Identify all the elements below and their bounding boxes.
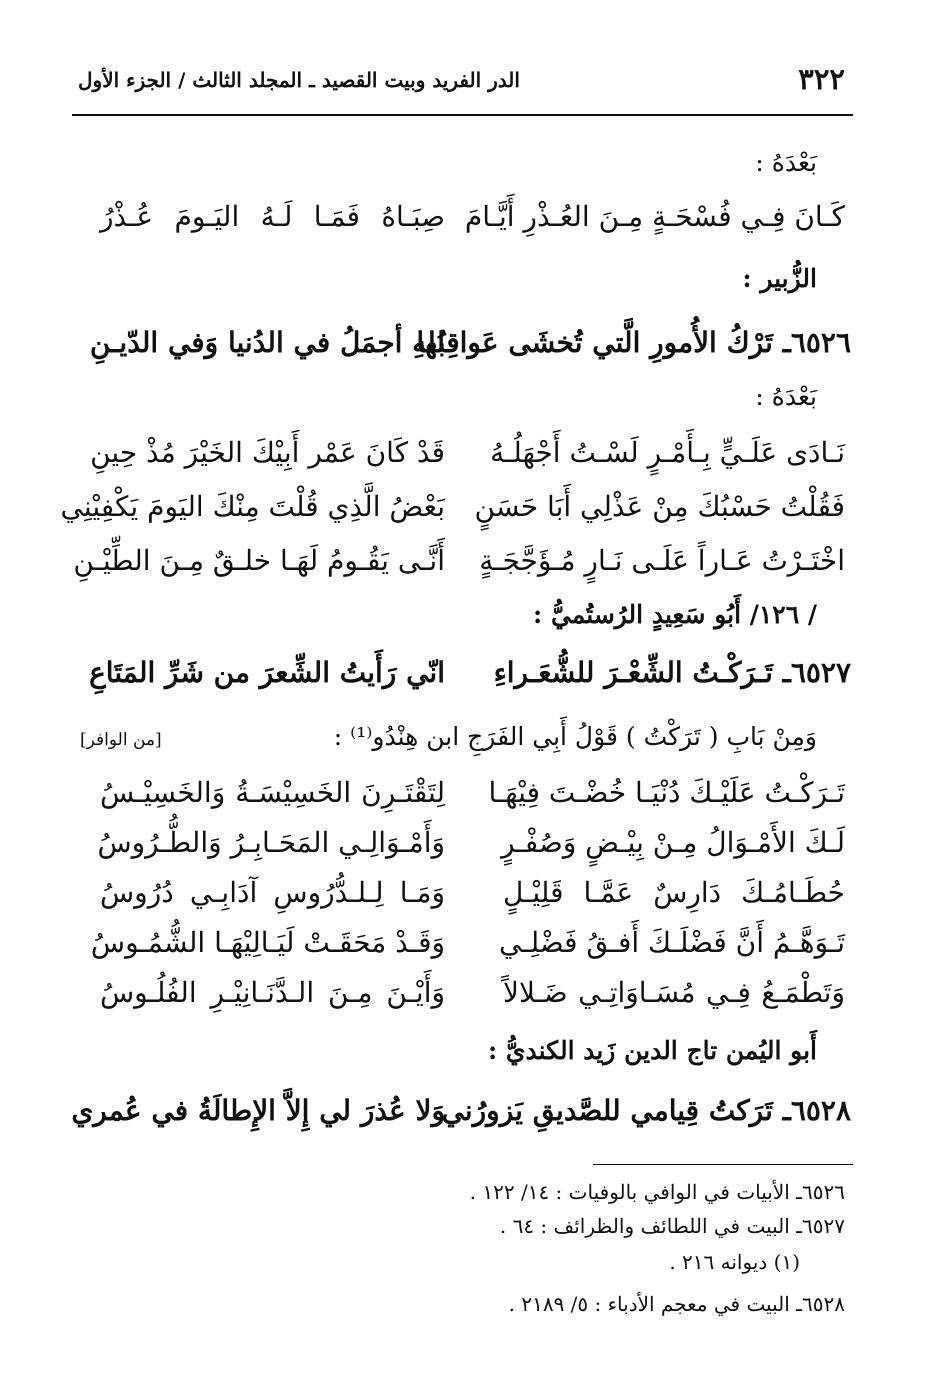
numbered-verse-first-hemistich: ٦٥٢٧ـ تَـرَكْـتُ الشِّعْـرَ للشُّعَـراءِ — [493, 656, 851, 689]
numbered-verse-second-hemistich: للهِ أجمَلُ في الدُنيا وَفي الدّيـنِ — [89, 326, 445, 359]
verse-second-hemistich: قَدْ كَانَ عَمْر أَبِيْكَ الخَيْرَ مُذْ حِينِ — [90, 436, 445, 469]
header-rule — [72, 114, 853, 116]
running-title: الدر الفريد وبيت القصيد ـ المجلد الثالث / الجزء الأول — [78, 68, 520, 92]
footnote: ٦٥٢٧ـ البيت في اللطائف والظرائف : ٦٤ . — [499, 1214, 845, 1238]
poet-name: الزُّبير : — [742, 264, 817, 293]
numbered-verse-first-hemistich: ٦٥٢٦ـ تَرْكُ الأُمورِ الَّتي تُخشَى عَواقِبُها — [416, 326, 851, 359]
verse-second-hemistich: بَعْضُ الَّذِي قُلْتَ مِنْكَ اليَومَ يَكْفِيْنِي — [60, 490, 445, 523]
verse-second-hemistich: وَمَـا لِـلـدُّرُوسِ آدَابِـي دُرُوسُ — [100, 876, 445, 909]
verse-second-hemistich: وَأَمْـوَالِـي المَحَـابِـرُ وَالطُّـرُوسُ — [97, 826, 445, 859]
verse-first-hemistich: تَـوَهَّـمُ أَنَّ فَضْلَـكَ أَفـقُ فَضْلِـي — [499, 926, 845, 959]
running-header — [78, 62, 845, 102]
page-number: ٣٢٢ — [798, 62, 845, 96]
numbered-verse-second-hemistich: وَلا عُذرَ لي إِلاَّ الإِطالَةُ في عُمري — [71, 1094, 445, 1127]
verse-second-hemistich: أَنَّـى يَقُـومُ لَهَـا خلـقٌ مِـنَ الطِّيْـنِ — [73, 544, 445, 577]
verse-first-hemistich: تَـرَكْـتُ عَلَيْـكَ دُنْيَـا خُضْـتَ فِيْهَـا — [488, 776, 845, 809]
verse-second-hemistich: وَأَيْـنَ مِـنَ الـدَّنَـانِيْـرِ الفُلُـوسُ — [100, 976, 445, 1009]
meter-label: [من الوافر] — [80, 730, 162, 750]
verse-first-hemistich: حُطَـامُـكَ دَارِسٌ عَمَّـا قَلِيْـلٍ — [503, 876, 845, 909]
verse-first-hemistich: كَـانَ فِـي فُسْحَـةٍ مِـنَ العُـذْرِ أَيَّـامَ — [464, 200, 845, 233]
verse-first-hemistich: نَـادَى عَلَـيٍّ بِـأَمْـرٍ لَسْـتُ أَجْهَلُـهُ — [490, 436, 845, 469]
footnote: ٦٥٢٦ـ الأبيات في الوافي بالوفيات : ١٤/ ١٢٢ . — [469, 1180, 845, 1204]
footnote-rule — [593, 1164, 853, 1165]
intro-line: بَعْدَهُ : — [755, 382, 817, 411]
verse-second-hemistich: لِتَقْتَـرِنَ الخَسِيْسَـةُ وَالخَسِيْـسُ — [100, 776, 445, 809]
numbered-verse-first-hemistich: ٦٥٢٨ـ تَرَكتُ قِيامي للصَّديقِ يَزورُني — [441, 1094, 851, 1127]
verse-first-hemistich: لَـكَ الأَمْـوَالُ مِـنْ بِيْـضٍ وَصُفْـرٍ — [501, 826, 845, 859]
verse-second-hemistich: وَقَـدْ مَحَقَـتْ لَيَـالِيْهَـا الشُّمُـوسُ — [90, 926, 445, 959]
footnote: (١) ديوانه ٢١٦ . — [669, 1250, 800, 1274]
numbered-verse-second-hemistich: انّي رَأَيتُ الشِّعرَ من شَرِّ المَتَاعِ — [89, 656, 445, 689]
verse-first-hemistich: اخْتَـرْتُ عَـاراً عَلَـى نَـارٍ مُـؤَجَّجَـةٍ — [479, 544, 845, 577]
intro-line: بَعْدَهُ : — [755, 148, 817, 177]
verse-first-hemistich: وَتَطْمَـعُ فِـي مُسَـاوَاتِـي ضَـلالاً — [503, 976, 845, 1009]
poet-name: أَبو اليُمن تاج الدين زَيد الكنديُّ : — [487, 1036, 817, 1065]
verse-first-hemistich: فَقُلْتُ حَسْبُكَ مِنْ عَذْلِي أَبَا حَسَنٍ — [474, 490, 845, 523]
poet-name: / ١٢٦/ أَبُو سَعِيدٍ الرُستُميُّ : — [533, 600, 817, 629]
footnote: ٦٥٢٨ـ البيت في معجم الأدباء : ٥/ ٢١٨٩ . — [508, 1292, 845, 1316]
intro-line: وَمِنْ بَابِ ( تَرَكْتُ ) قَوْلُ أَبِي الفَرَجِ ابن هِنْدُو⁽¹⁾ : — [333, 722, 817, 751]
verse-second-hemistich: صِبَـاهُ فَمَـا لَـهُ اليَـومَ عُـذْرُ — [100, 200, 445, 233]
